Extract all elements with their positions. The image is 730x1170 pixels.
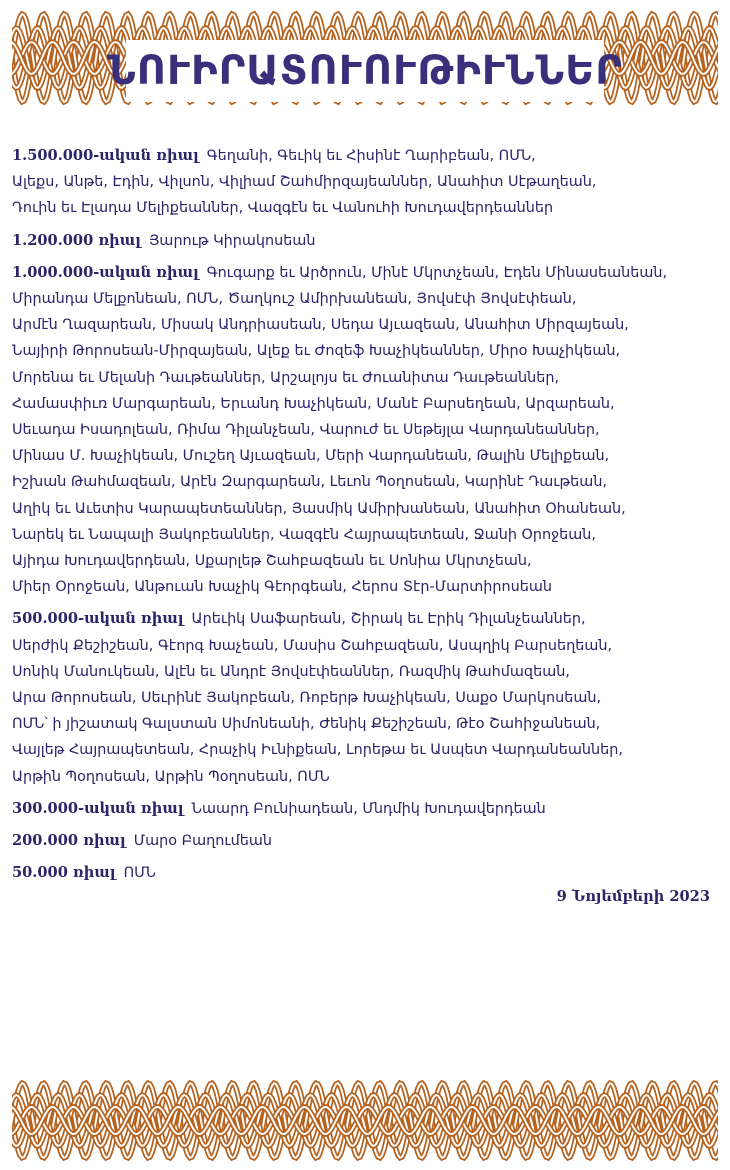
donations-list (12, 143, 718, 892)
donor-names: Արթին Պօղոսեան, Արթին Պօղոսեան, ՈՄՆ (12, 768, 330, 785)
donation-line (12, 860, 718, 886)
donor-names: Սերժիկ Քեշիշեան, Գէորգ Խաչեան, Մասիս Շահբազեան, Ասպղիկ Բարսեղեան, (12, 637, 613, 654)
donor-names: Սեւադա Իսադոլեան, Ռիմա Դիլանչեան, Վարուժ եւ Սեթեյլա Վարդանեաններ, (12, 422, 600, 439)
donation-group (12, 828, 718, 854)
donation-line (12, 796, 718, 822)
donor-names: Մինաս Մ. Խաչիկեան, Մուշեղ Այւազեան, Մերի Վարդանեան, Թալին Մելիքեան, (12, 448, 610, 465)
donor-names: Արմէն Ղազարեան, Միսակ Անդրիասեան, Սեդա Այւազեան, Անահիտ Միրզայեան, (12, 317, 629, 334)
bottom-ornament-band (12, 1078, 718, 1163)
donor-names: Միրանդա Մելքոնեան, ՈՄՆ, Ծաղկուշ Ամիրխանեան, Յովսէփ Յովսէփեան, (12, 291, 577, 308)
donor-names: ՈՄՆ (123, 865, 156, 882)
donor-names: Արա Թորոսեան, Սեւրինէ Յակոբեան, Ռոբերթ Խաչիկեան, Սաքօ Մարկոսեան, (12, 690, 602, 707)
donor-names: Ալեքս, Անթե, Էդին, Վիլսոն, Վիլիամ Շահմիրզայեաններ, Անահիտ Սէթաղեան, (12, 174, 597, 191)
donation-amount: 1.000.000-ական ռիալ (12, 263, 199, 281)
donor-names: Միեր Օրոջեան, Անթուան Խաչիկ Գէորգեան, Հերոս Տէր-Մարտիրոսեան (12, 579, 553, 596)
donation-line (12, 828, 718, 854)
donor-names: Սոնիկ Մանուկեան, Ալէն եւ Անդրէ Յովսէփեաններ, Ռազմիկ Թահմազեան, (12, 663, 570, 680)
donor-names: ՈՄՆ՝ ի յիշատակ Գալստան Սիմոնեանի, Ժենիկ Քեշիշեան, Թէօ Շահիջանեան, (12, 716, 601, 733)
donation-amount: 1.500.000-ական ռիալ (12, 147, 199, 164)
donation-group (12, 228, 718, 254)
donor-names: Մորենա եւ Մելանի Դաւթեաններ, Արշալոյս եւ Ժուանիտա Դաւթեաններ, (12, 369, 560, 386)
donation-line (12, 260, 718, 286)
page-title: ՆՈՒԻՐԱՏՈՒՈՒԹԻՒՆՆԵՐ (107, 48, 623, 94)
donor-names: Նաարդ Բունիադեան, Մնդմիկ Խուդավերդեան (191, 800, 546, 817)
donation-line (12, 143, 718, 169)
donor-names: Մարօ Բաղումեան (133, 833, 273, 850)
donation-line (12, 606, 718, 632)
donor-names: Նարեկ եւ Նապալի Յակոբեաններ, Վազգէն Հայրապետեան, Ջանի Օրոջեան, (12, 526, 596, 543)
donor-names: Նայիրի Թորոսեան-Միրզայեան, Ալեք եւ Ժոզեֆ Խաչիկեաններ, Միրօ Խաչիկեան, (12, 343, 621, 360)
title-box (107, 40, 623, 102)
donation-amount: 1.200.000 ռիալ (12, 231, 141, 249)
donor-names: Արեւիկ Սաֆարեան, Շիրակ եւ Էրիկ Դիլանչեաններ, (191, 611, 586, 628)
donation-group (12, 606, 718, 789)
donation-amount: 300.000-ական ռիալ (12, 799, 184, 817)
donation-line (12, 228, 718, 254)
donor-names: Իշխան Թահմազեան, Արէն Զարգարեան, Լեւոն Պօղոսեան, Կարինէ Դաւթեան, (12, 474, 608, 491)
donor-names: Գեղանի, Գեւիկ եւ Հիսինէ Ղարիբեան, ՈՄՆ, (206, 148, 536, 164)
donor-names: Աղիկ եւ Աւետիս Կարապետեաններ, Յասմիկ Ամիրխանեան, Անահիտ Օհանեան, (12, 500, 626, 517)
donor-names: Վայլեթ Հայրապետեան, Հրաչիկ Իւնիքեան, Լորեթա եւ Ասպետ Վարդանեաններ, (12, 742, 623, 759)
date-label: 9 Նոյեմբերի 2023 (556, 888, 710, 905)
donor-names: Համասփիւռ Մարգարեան, Երւանդ Խաչիկեան, Մանէ Բարսեղեան, Արզարեան, (12, 395, 615, 412)
donation-group (12, 796, 718, 822)
donor-names: Գուգարք եւ Արծրուն, Մինէ Մկրտչեան, Էդեն Մինասեանեան, (206, 264, 668, 281)
donor-names: Դուին եւ Էլադա Մելիքեաններ, Վազգէն եւ Վանուհի Խուդավերդեաններ (12, 200, 554, 217)
donation-group (12, 860, 718, 886)
donation-amount: 500.000-ական ռիալ (12, 610, 184, 628)
donor-names: Յարութ Կիրակոսեան (148, 232, 316, 249)
donation-amount: 50.000 ռիալ (12, 864, 116, 882)
donation-group (12, 143, 718, 222)
donation-group (12, 260, 718, 601)
donor-names: Այիդա Խուդավերդեան, Սքարլեթ Շահբազեան եւ Սոնիա Մկրտչեան, (12, 553, 532, 570)
donation-amount: 200.000 ռիալ (12, 832, 126, 850)
